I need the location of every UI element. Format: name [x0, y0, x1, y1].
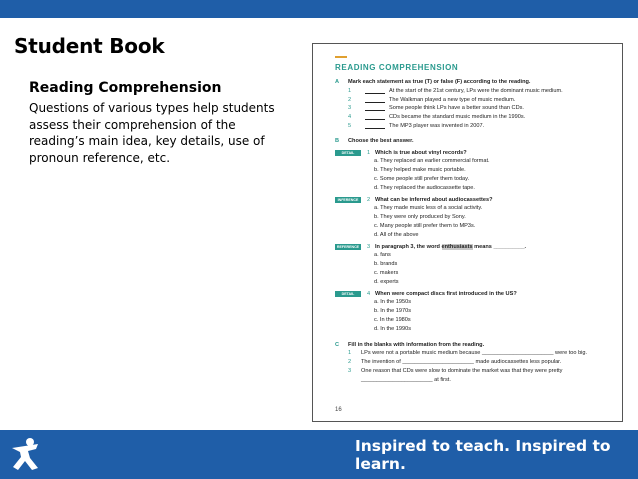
page-number: 16: [335, 407, 342, 413]
footer-tagline: Inspired to teach. Inspired to learn.: [355, 437, 611, 473]
tf-item: 3 Some people think LPs have a better sound than CDs.: [348, 105, 524, 112]
question-type-badge: REFERENCE: [336, 244, 360, 249]
answer-option: b. brands: [374, 261, 398, 268]
slide-title: Student Book: [14, 34, 165, 58]
description-block: [29, 80, 284, 166]
tf-item: 5 The MP3 player was invented in 2007.: [348, 122, 485, 129]
section-a-header: A Mark each statement as true (T) or false (F) according to the reading.: [335, 79, 531, 85]
tf-item: 1 At the start of the 21st century, LPs were the dominant music medium.: [348, 87, 563, 94]
answer-option: a. They replaced an earlier commercial format.: [374, 158, 490, 165]
tf-item: 2 The Walkman played a new type of music medium.: [348, 96, 516, 103]
answer-option: a. fans: [374, 252, 391, 259]
answer-option: b. They helped make music portable.: [374, 167, 466, 174]
answer-option: b. In the 1970s: [374, 308, 412, 315]
publisher-logo-icon: [8, 436, 42, 472]
book-page-image: [312, 43, 623, 422]
answer-option: c. Many people still prefer them to MP3s.: [374, 222, 476, 229]
title-accent-mark: [335, 56, 347, 58]
question: DETAIL 4 When were compact discs first introduced in the US?: [335, 290, 615, 299]
section-b-header: B Choose the best answer.: [335, 137, 414, 144]
answer-option: d. They replaced the audiocassette tape.: [374, 184, 475, 191]
answer-option: d. All of the above: [374, 231, 419, 238]
question: INFERENCE 2 What can be inferred about audiocassettes?: [335, 196, 615, 205]
top-bar: [0, 0, 638, 18]
highlighted-word: enthusiasts: [441, 243, 473, 250]
tf-item: 4 CDs became the standard music medium in the 1990s.: [348, 114, 526, 121]
answer-option: d. experts: [374, 278, 399, 285]
answer-option: a. In the 1950s: [374, 299, 412, 306]
fill-blank-item: 1 LPs were not a portable music medium because _______________________ were too big.: [348, 350, 588, 357]
question-type-badge: DETAIL: [335, 150, 361, 156]
answer-option: c. Some people still prefer them today.: [374, 175, 470, 182]
answer-option: c. In the 1980s: [374, 316, 411, 323]
fill-blank-item: _______________________ at first.: [361, 376, 451, 383]
section-body: Questions of various types help students assess their comprehension of the reading’s main idea, key details, use of pronoun reference, etc.: [29, 101, 275, 165]
fill-blank-item: 3 One reason that CDs were slow to dominate the market was that they were pretty: [348, 367, 563, 374]
question: DETAIL 1 Which is true about vinyl records?: [335, 149, 615, 158]
section-c-header: C Fill in the blanks with information from the reading.: [335, 341, 485, 348]
fill-blank-item: 2 The invention of _______________________ made audiocassettes less popular.: [348, 359, 562, 366]
question: REFERENCE 3 In paragraph 3, the word enthusiasts means __________.: [336, 243, 527, 250]
answer-option: b. They were only produced by Sony.: [374, 214, 466, 221]
question-type-badge: DETAIL: [335, 291, 361, 297]
answer-option: d. In the 1990s: [374, 325, 412, 332]
page-title: READING COMPREHENSION: [335, 63, 459, 72]
section-heading: Reading Comprehension: [29, 80, 222, 96]
answer-option: c. makers: [374, 269, 399, 276]
answer-option: a. They made music less of a social activity.: [374, 205, 483, 212]
question-type-badge: INFERENCE: [335, 197, 361, 203]
